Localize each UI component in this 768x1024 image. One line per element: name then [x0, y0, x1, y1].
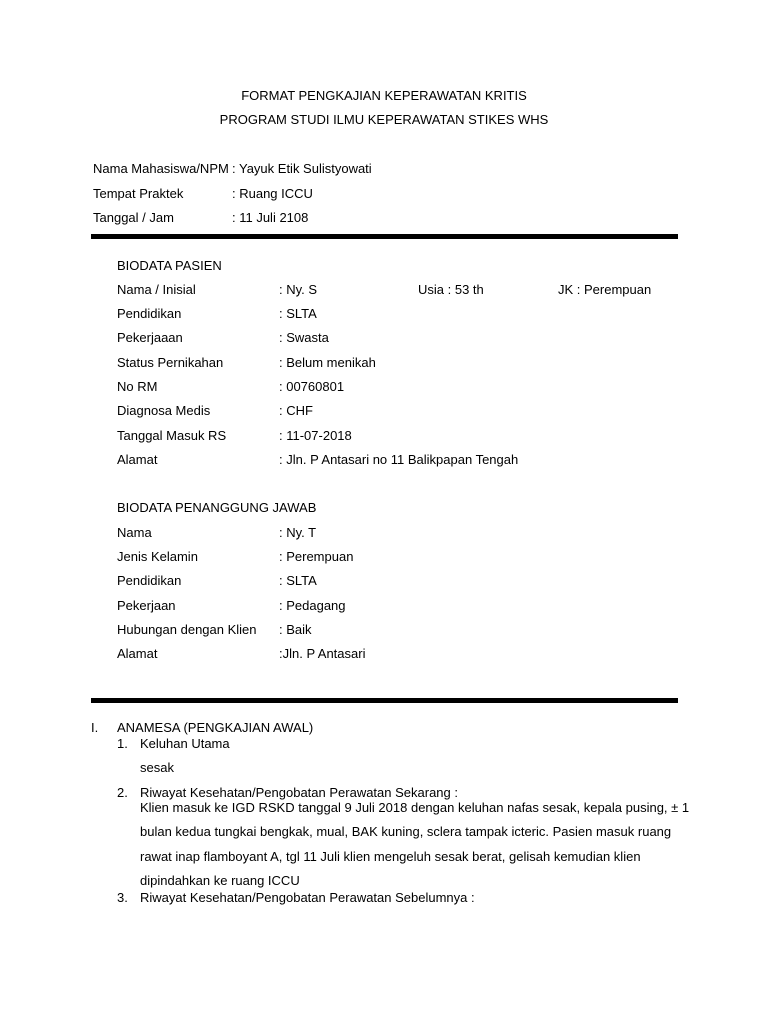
- guardian-row-label: Pekerjaan: [117, 598, 176, 613]
- item-body: sesak: [140, 760, 174, 775]
- patient-row-label: Diagnosa Medis: [117, 403, 211, 418]
- practice-place-value: : Ruang ICCU: [232, 186, 313, 201]
- guardian-row-value: : Ny. T: [279, 525, 317, 540]
- patient-row-label: Tanggal Masuk RS: [117, 428, 227, 443]
- item-number: 2.: [117, 785, 128, 800]
- patient-row-label: Status Pernikahan: [117, 355, 224, 370]
- guardian-row-value: :Jln. P Antasari: [279, 646, 366, 661]
- item-body-line: dipindahkan ke ruang ICCU: [140, 873, 300, 888]
- guardian-row-value: : Baik: [279, 622, 312, 637]
- item-title: Keluhan Utama: [140, 736, 230, 751]
- item-number: 1.: [117, 736, 128, 751]
- patient-row-label: Pekerjaaan: [117, 330, 183, 345]
- item-body-line: Klien masuk ke IGD RSKD tanggal 9 Juli 2018 dengan keluhan nafas sesak, kepala pusing, ± 1: [140, 800, 690, 815]
- guardian-row-label: Pendidikan: [117, 573, 182, 588]
- patient-row-value: : CHF: [279, 403, 313, 418]
- patient-name-label: Nama / Inisial: [117, 282, 196, 297]
- patient-row-value: : Belum menikah: [279, 355, 376, 370]
- guardian-heading: BIODATA PENANGGUNG JAWAB: [117, 500, 317, 515]
- student-name-label: Nama Mahasiswa/NPM: [93, 161, 229, 176]
- guardian-row-value: : Pedagang: [279, 598, 346, 613]
- practice-place-label: Tempat Praktek: [93, 186, 184, 201]
- date-value: : 11 Juli 2108: [232, 210, 309, 225]
- guardian-row-label: Nama: [117, 525, 152, 540]
- section-numeral: I.: [91, 720, 99, 735]
- item-title: Riwayat Kesehatan/Pengobatan Perawatan Sekarang :: [140, 785, 458, 800]
- patient-sex: JK : Perempuan: [558, 282, 652, 297]
- patient-heading: BIODATA PASIEN: [117, 258, 222, 273]
- guardian-row-label: Hubungan dengan Klien: [117, 622, 257, 637]
- patient-row-value: : SLTA: [279, 306, 317, 321]
- patient-row-value: : 11-07-2018: [279, 428, 352, 443]
- patient-age: Usia : 53 th: [418, 282, 484, 297]
- patient-row-label: Alamat: [117, 452, 158, 467]
- divider-top: [91, 234, 678, 239]
- patient-row-value: : Swasta: [279, 330, 329, 345]
- document-title: FORMAT PENGKAJIAN KEPERAWATAN KRITIS: [241, 88, 527, 103]
- document-subtitle: PROGRAM STUDI ILMU KEPERAWATAN STIKES WHS: [219, 112, 549, 127]
- patient-row-label: Pendidikan: [117, 306, 182, 321]
- item-title: Riwayat Kesehatan/Pengobatan Perawatan Sebelumnya :: [140, 890, 475, 905]
- guardian-row-value: : SLTA: [279, 573, 317, 588]
- item-body-line: rawat inap flamboyant A, tgl 11 Juli klien mengeluh sesak berat, gelisah kemudian klien: [140, 849, 641, 864]
- divider-bottom: [91, 698, 678, 703]
- patient-name-value: : Ny. S: [279, 282, 318, 297]
- student-name-value: : Yayuk Etik Sulistyowati: [232, 161, 372, 176]
- item-number: 3.: [117, 890, 128, 905]
- section-heading: ANAMESA (PENGKAJIAN AWAL): [117, 720, 314, 735]
- patient-row-label: No RM: [117, 379, 158, 394]
- patient-row-value: : 00760801: [279, 379, 345, 394]
- patient-row-value: : Jln. P Antasari no 11 Balikpapan Tengah: [279, 452, 519, 467]
- date-label: Tanggal / Jam: [93, 210, 174, 225]
- guardian-row-label: Jenis Kelamin: [117, 549, 198, 564]
- guardian-row-value: : Perempuan: [279, 549, 354, 564]
- item-body-line: bulan kedua tungkai bengkak, mual, BAK kuning, sclera tampak icteric. Pasien masuk ruang: [140, 824, 672, 839]
- guardian-row-label: Alamat: [117, 646, 158, 661]
